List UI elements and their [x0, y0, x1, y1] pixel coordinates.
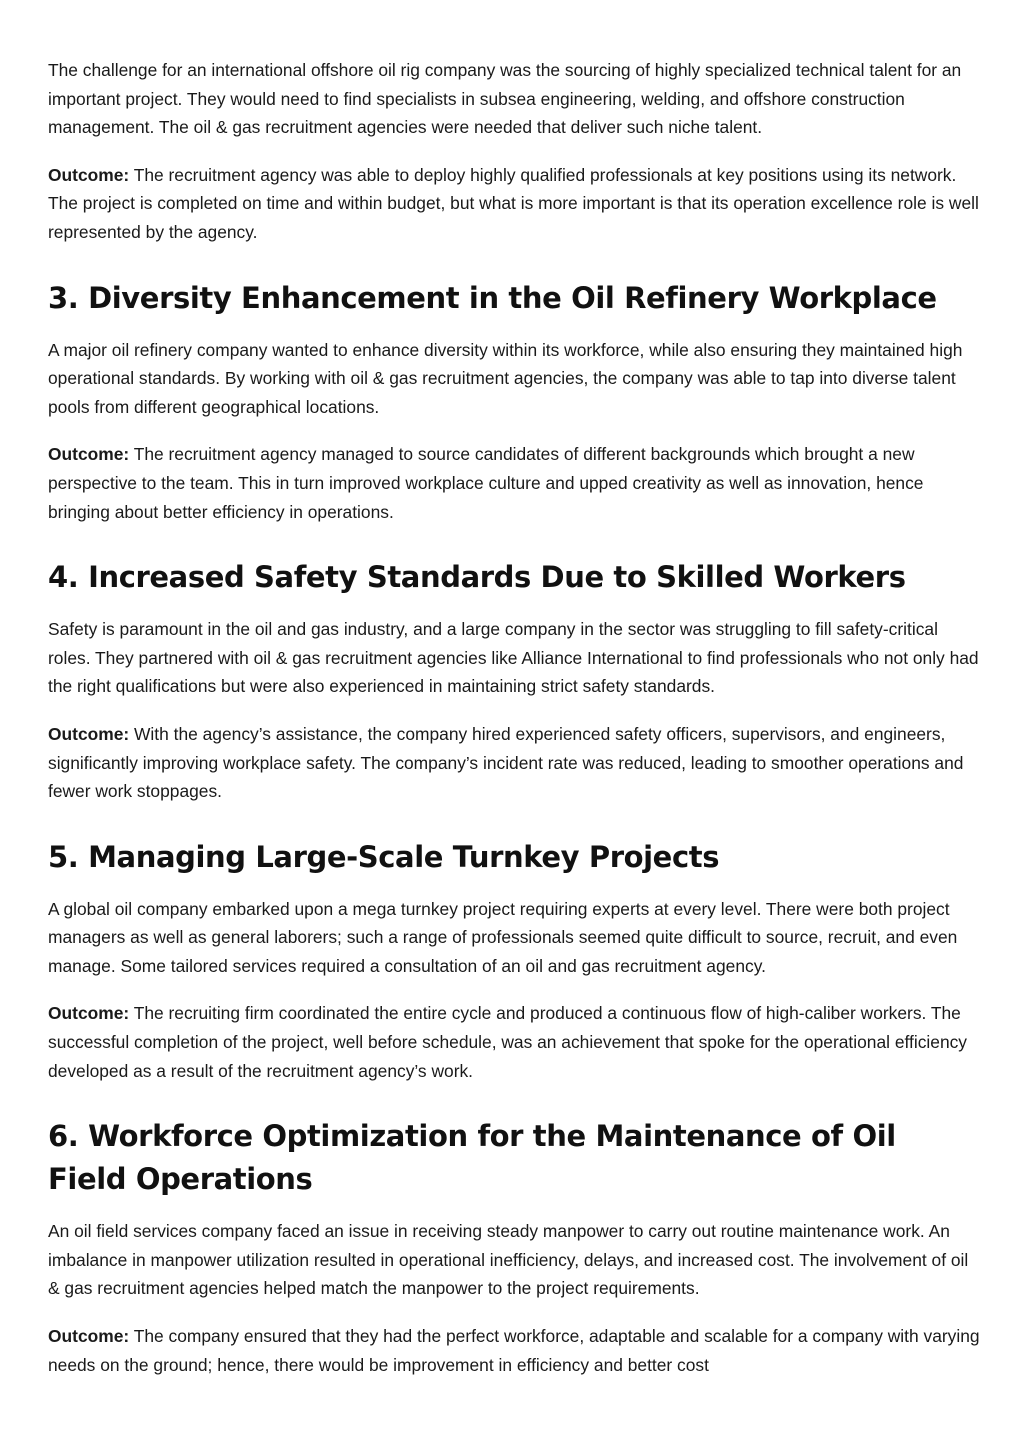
section-5-heading: 5. Managing Large-Scale Turnkey Projects — [48, 839, 720, 874]
section-4-outcome — [48, 720, 983, 806]
intro-outcome-paragraph — [48, 161, 983, 247]
section-4-heading: 4. Increased Safety Standards Due to Skilled Workers — [48, 560, 906, 595]
section-5-body: A global oil company embarked upon a mega turnkey project requiring experts at every level. There were both project managers as well as general laborers; such a range of professionals seemed quite difficult to source, recruit, and even manage. Some tailored services required a consultation of an oil and gas recruitment agency. — [48, 898, 958, 976]
section-6-outcome — [48, 1322, 983, 1379]
document-page — [48, 56, 983, 1398]
section-3-body: A major oil refinery company wanted to enhance diversity within its workforce, while also ensuring they maintained high operational standards. By working with oil & gas recruitment agencies, the company was able to tap into diverse talent pools from different geographical locations. — [48, 339, 963, 417]
outcome-text: The recruiting firm coordinated the entire cycle and produced a continuous flow of high-caliber workers. The successful completion of the project, well before schedule, was an achievement that spoke for the operational efficiency developed as a result of the recruitment agency’s work. — [48, 1003, 968, 1081]
outcome-label: Outcome: — [48, 723, 130, 744]
intro-challenge-paragraph: The challenge for an international offshore oil rig company was the sourcing of highly specialized technical talent for an important project. They would need to find specialists in subsea engineering, welding, and offshore construction management. The oil & gas recruitment agencies were needed that deliver such niche talent. — [48, 60, 962, 138]
section-4-body: Safety is paramount in the oil and gas industry, and a large company in the sector was struggling to fill safety-critical roles. They partnered with oil & gas recruitment agencies like Alliance International to find professionals who not only had the right qualifications but were also experienced in maintaining strict safety standards. — [48, 619, 979, 697]
section-6-heading: 6. Workforce Optimization for the Maintenance of Oil Field Operations — [48, 1119, 896, 1197]
section-3-heading: 3. Diversity Enhancement in the Oil Refinery Workplace — [48, 280, 937, 315]
section-3-outcome — [48, 440, 983, 526]
outcome-label: Outcome: — [48, 444, 130, 465]
outcome-label: Outcome: — [48, 1326, 130, 1347]
outcome-text: The company ensured that they had the perfect workforce, adaptable and scalable for a company with varying needs on the ground; hence, there would be improvement in efficiency and better cost — [48, 1326, 980, 1375]
outcome-label: Outcome: — [48, 164, 130, 185]
outcome-label: Outcome: — [48, 1003, 130, 1024]
section-6-body: An oil field services company faced an issue in receiving steady manpower to carry out routine maintenance work. An imbalance in manpower utilization resulted in operational inefficiency, delays, and increased cost. The involvement of oil & gas recruitment agencies helped match the manpower to the project requirements. — [48, 1221, 969, 1299]
outcome-text: The recruitment agency managed to source candidates of different backgrounds which brought a new perspective to the team. This in turn improved workplace culture and upped creativity as well as innovation, hence bringing about better efficiency in operations. — [48, 444, 924, 522]
outcome-text: The recruitment agency was able to deploy highly qualified professionals at key positions using its network. The project is completed on time and within budget, but what is more important is that its operation excellence role is well represented by the agency. — [48, 164, 979, 242]
section-5-outcome — [48, 999, 983, 1085]
outcome-text: With the agency’s assistance, the company hired experienced safety officers, supervisors, and engineers, significantly improving workplace safety. The company’s incident rate was reduced, leading to smoother operations and fewer work stoppages. — [48, 723, 964, 802]
